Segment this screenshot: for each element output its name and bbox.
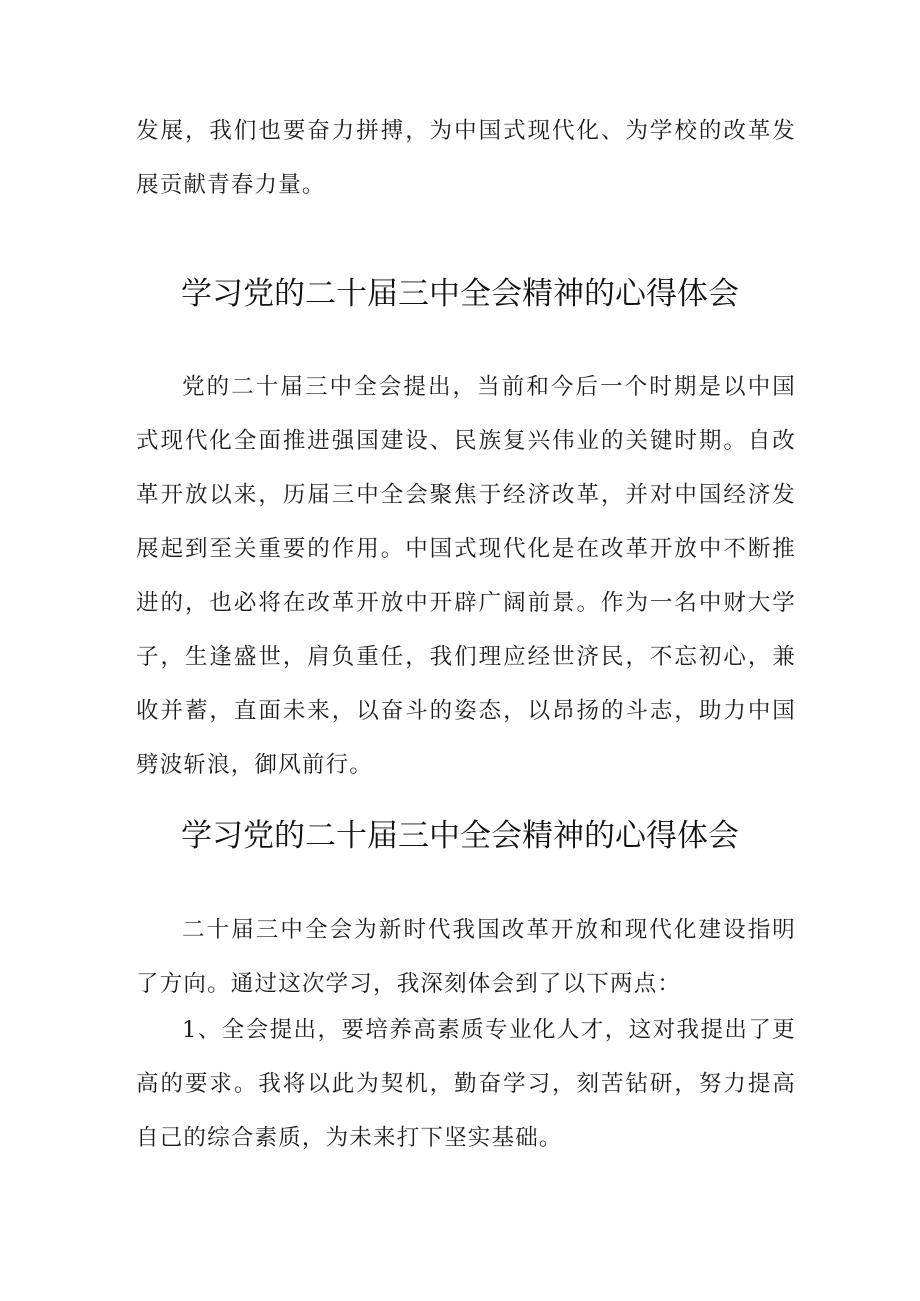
section-1-paragraph-1: 党的二十届三中全会提出，当前和今后一个时期是以中国式现代化全面推进强国建设、民族复兴伟业的关键时期。自改革开放以来，历届三中全会聚焦于经济改革，并对中国经济发展起到至关重要的作用。中国式现代化是在改革开放中不断推进的，也必将在改革开放中开辟广阔前景。作为一名中财大学子，生逢盛世，肩负重任，我们理应经世济民，不忘初心，兼收并蓄，直面未来，以奋斗的姿态，以昂扬的斗志，助力中国劈波斩浪，御风前行。 (136, 374, 796, 778)
section-2-paragraph-2: 1、全会提出，要培养高素质专业化人才，这对我提出了更高的要求。我将以此为契机，勤奋学习，刻苦钻研，努力提高自己的综合素质，为未来打下坚实基础。 (136, 1017, 796, 1151)
section-1-title: 学习党的二十届三中全会精神的心得体会 (181, 276, 739, 312)
section-2-paragraph-1: 二十届三中全会为新时代我国改革开放和现代化建设指明了方向。通过这次学习，我深刻体会到了以下两点： (136, 917, 796, 997)
section-2-title: 学习党的二十届三中全会精神的心得体会 (181, 818, 739, 854)
continuation-paragraph: 发展，我们也要奋力拼搏，为中国式现代化、为学校的改革发展贡献青春力量。 (136, 118, 796, 198)
